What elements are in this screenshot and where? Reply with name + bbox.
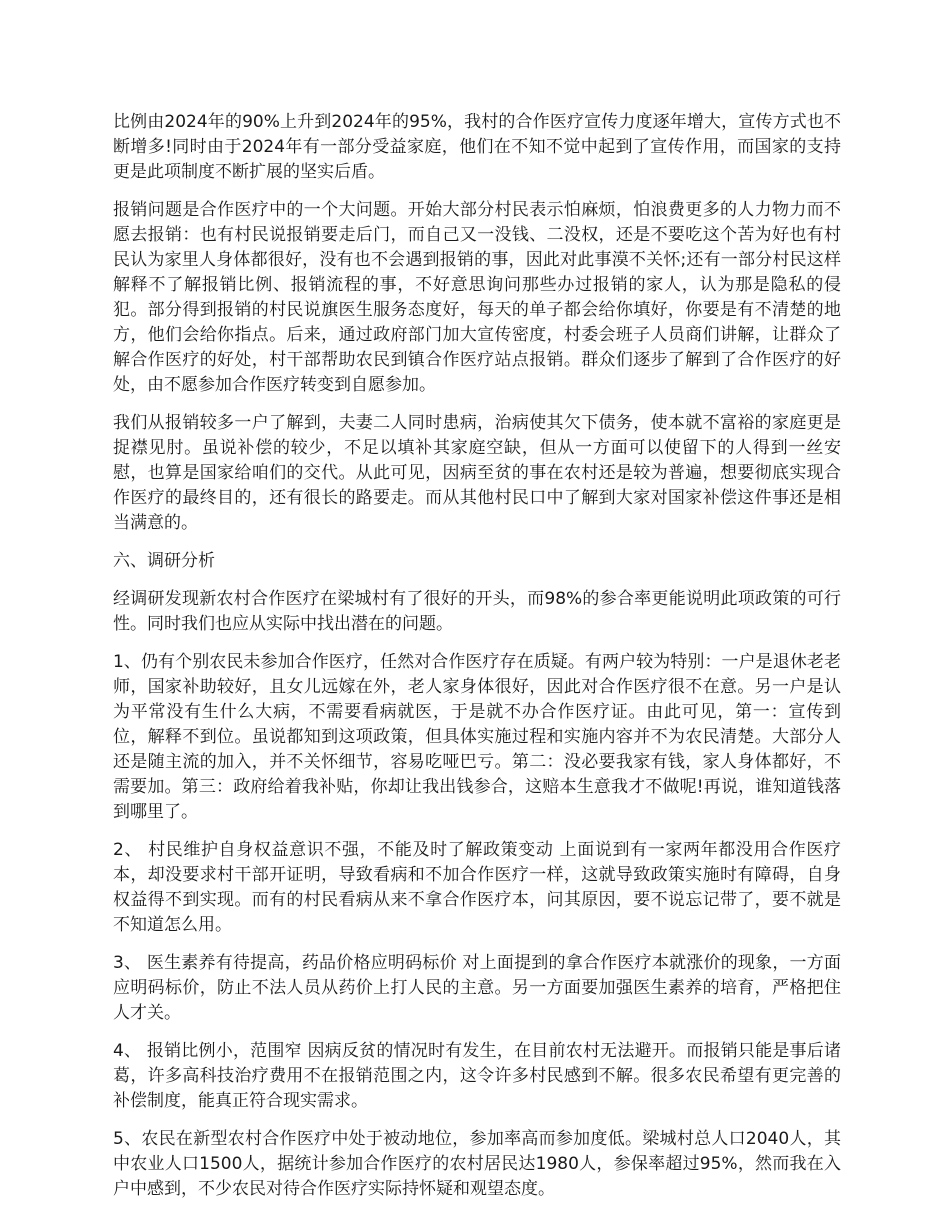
list-item-2: 2、 村民维护自身权益意识不强，不能及时了解政策变动 上面说到有一家两年都没用合作医疗本，却没要求村干部开证明，导致看病和不加合作医疗一样，这就导致政策实施时有障碍，自身权益得不到实现。而有的村民看病从来不拿合作医疗本，问其原因，要不说忘记带了，要不就是不知道怎么用。	[113, 840, 841, 935]
list-item-3: 3、 医生素养有待提高，药品价格应明码标价 对上面提到的拿合作医疗本就涨价的现象，一方面应明码标价，防止不法人员从药价上打人民的主意。另一方面要加强医生素养的培育，严格把住人才关。	[113, 953, 841, 1023]
paragraph-analysis-intro: 经调研发现新农村合作医疗在梁城村有了很好的开头，而98%的参合率更能说明此项政策的可行性。同时我们也应从实际中找出潜在的问题。	[113, 589, 841, 634]
paragraph-reimbursement: 报销问题是合作医疗中的一个大问题。开始大部分村民表示怕麻烦，怕浪费更多的人力物力而不愿去报销：也有村民说报销要走后门，而自己又一没钱、二没权，还是不要吃这个苦为好也有村民认为家里人身体都很好，没有也不会遇到报销的事，因此对此事漠不关怀;还有一部分村民这样解释不了解报销比例、报销流程的事，不好意思询问那些办过报销的家人，认为那是隐私的侵犯。部分得到报销的村民说旗医生服务态度好，每天的单子都会给你填好，你要是有不清楚的地方，他们会给你指点。后来，通过政府部门加大宣传密度，村委会班子人员商们讲解，让群众了解合作医疗的好处，村干部帮助农民到镇合作医疗站点报销。群众们逐步了解到了合作医疗的好处，由不愿参加合作医疗转变到自愿参加。	[113, 200, 841, 395]
document-body	[113, 110, 841, 1215]
paragraph-household-case: 我们从报销较多一户了解到，夫妻二人同时患病，治病使其欠下债务，使本就不富裕的家庭更是捉襟见肘。虽说补偿的较少，不足以填补其家庭空缺，但从一方面可以使留下的人得到一丝安慰，也算是国家给咱们的交代。从此可见，因病至贫的事在农村还是较为普遍，想要彻底实现合作医疗的最终目的，还有很长的路要走。而从其他村民口中了解到大家对国家补偿这件事还是相当满意的。	[113, 413, 841, 533]
list-item-1: 1、仍有个别农民未参加合作医疗，任然对合作医疗存在质疑。有两户较为特别：一户是退休老老师，国家补助较好，且女儿远嫁在外，老人家身体很好，因此对合作医疗很不在意。另一户是认为平常没有生什么大病，不需要看病就医，于是就不办合作医疗证。由此可见，第一：宣传到位，解释不到位。虽说都知到这项政策，但具体实施过程和实施内容并不为农民清楚。大部分人还是随主流的加入，并不关怀细节，容易吃哑巴亏。第二：没必要我家有钱，家人身体都好，不需要加。第三：政府给着我补贴，你却让我出钱参合，这赔本生意我才不做呢!再说，谁知道钱落到哪里了。	[113, 652, 841, 822]
section-heading-analysis: 六、调研分析	[113, 551, 215, 571]
paragraph-promotion: 比例由2024年的90%上升到2024年的95%，我村的合作医疗宣传力度逐年增大，宣传方式也不断增多!同时由于2024年有一部分受益家庭，他们在不知不觉中起到了宣传作用，而国家的支持更是此项制度不断扩展的坚实后盾。	[113, 112, 841, 182]
list-item-5: 5、农民在新型农村合作医疗中处于被动地位，参加率高而参加度低。梁城村总人口2040人，其中农业人口1500人，据统计参加合作医疗的农村居民达1980人，参保率超过95%，然而我在入户中感到，不少农民对待合作医疗实际持怀疑和观望态度。	[113, 1129, 841, 1199]
list-item-4: 4、 报销比例小，范围窄 因病反贫的情况时有发生，在目前农村无法避开。而报销只能是事后诸葛，许多高科技治疗费用不在报销范围之内，这令许多村民感到不解。很多农民希望有更完善的补偿制度，能真正符合现实需求。	[113, 1041, 841, 1111]
